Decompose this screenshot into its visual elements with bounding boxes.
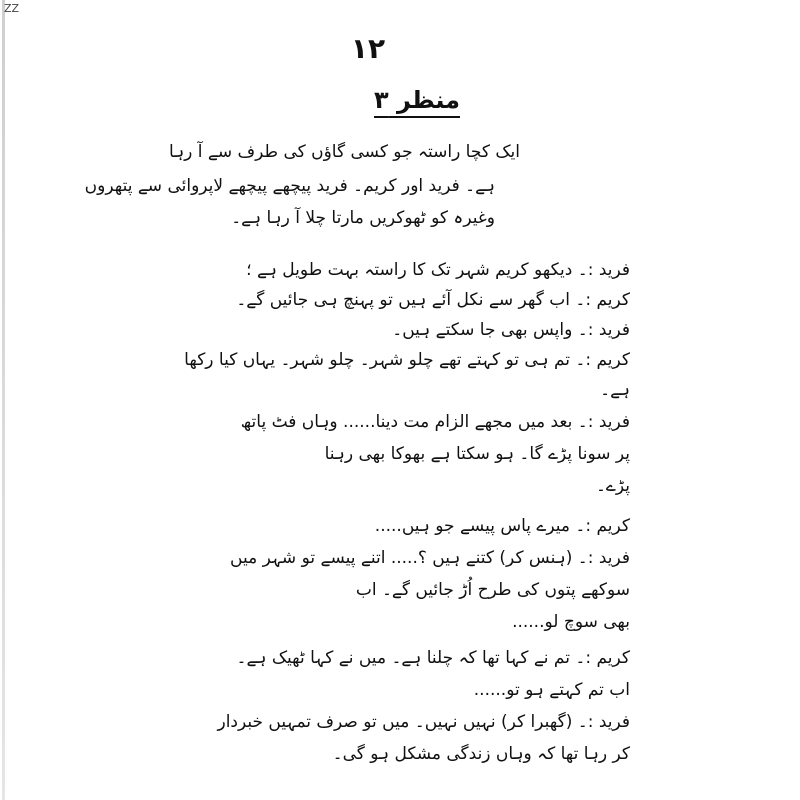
dialogue-line: سوکھے پتوں کی طرح اُڑ جائیں گے۔ اب	[355, 580, 630, 600]
page-edge-shadow	[2, 0, 5, 800]
dialogue-line: کریم :۔ میرے پاس پیسے جو ہیں.....	[374, 516, 630, 536]
corner-mark: ZZ	[4, 2, 20, 15]
dialogue-line: اب تم کہتے ہو تو......	[473, 680, 630, 700]
description-line: ایک کچا راستہ جو کسی گاؤں کی طرف سے آ رہا	[169, 142, 520, 162]
dialogue-line: فرید :۔ دیکھو کریم شہر تک کا راستہ بہت طویل ہے ؛	[246, 260, 630, 280]
dialogue-line: ہے۔	[600, 380, 630, 400]
dialogue-line: کریم :۔ اب گھر سے نکل آئے ہیں تو پہنچ ہی جائیں گے۔	[236, 290, 630, 310]
description-line: وغیرہ کو ٹھوکریں مارتا چلا آ رہا ہے۔	[231, 208, 495, 228]
dialogue-line: پر سونا پڑے گا۔ ہو سکتا ہے بھوکا بھی رہنا	[324, 444, 630, 464]
page-number: ١٢	[350, 32, 386, 65]
dialogue-line: پڑے۔	[595, 476, 630, 496]
dialogue-line: فرید :۔ (گھبرا کر) نہیں نہیں۔ میں تو صرف تمہیں خبردار	[217, 712, 630, 732]
dialogue-line: کریم :۔ تم ہی تو کہتے تھے چلو شہر۔ چلو شہر۔ یہاں کیا رکھا	[184, 350, 630, 370]
dialogue-line: کریم :۔ تم نے کہا تھا کہ چلنا ہے۔ میں نے کہا ٹھیک ہے۔	[236, 648, 630, 668]
dialogue-line: فرید :۔ (ہنس کر) کتنے ہیں ؟..... اتنے پیسے تو شہر میں	[230, 548, 630, 568]
dialogue-line: فرید :۔ واپس بھی جا سکتے ہیں۔	[392, 320, 630, 340]
dialogue-line: کر رہا تھا کہ وہاں زندگی مشکل ہو گی۔	[332, 744, 630, 764]
dialogue-line: فرید :۔ بعد میں مجھے الزام مت دینا...... وہاں فٹ پاتھ	[240, 412, 630, 432]
scene-title: منظر ۳	[374, 86, 460, 114]
description-line: ہے۔ فرید اور کریم۔ فرید پیچھے پیچھے لاپروائی سے پتھروں	[84, 176, 495, 196]
dialogue-line: بھی سوچ لو......	[512, 612, 630, 632]
